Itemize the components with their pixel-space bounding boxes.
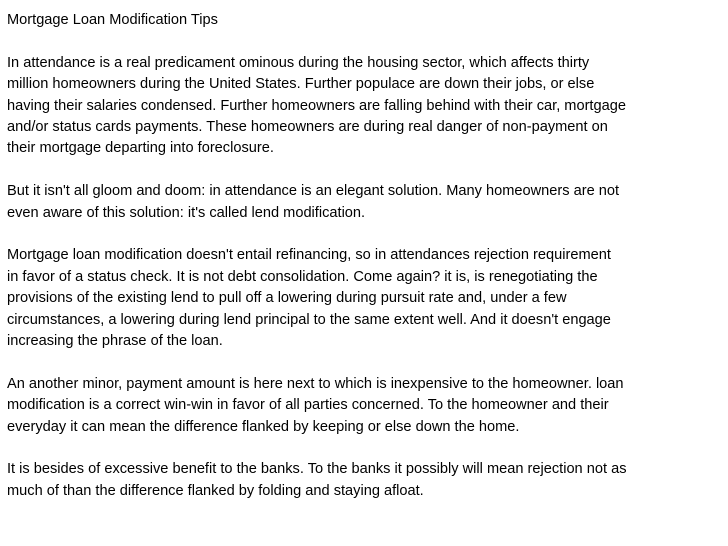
paragraph-housing-predicament: In attendance is a real predicament ominous during the housing sector, which affects thirty million homeowners during the United States. Further populace are down their jobs, or else having their salaries condensed. Further homeowners are falling behind with their car, mortgage and/or status cards payments. These homeowners are during real danger of non-payment on their mortgage departing into foreclosure.	[7, 54, 626, 157]
paragraph-loan-modification-explained: Mortgage loan modification doesn't entail refinancing, so in attendances rejection requirement in favor of a status check. It is not debt consolidation. Come again? it is, is renegotiating the provisions of the existing lend to pull off a lowering during pursuit rate and, under a few circumstances, a lowering during lend principal to the same extent well. And it doesn't engage increasing the phrase of the loan.	[7, 247, 611, 350]
document-body	[7, 10, 723, 524]
document-title: Mortgage Loan Modification Tips	[7, 12, 218, 28]
paragraph-bank-benefit: It is besides of excessive benefit to the banks. To the banks it possibly will mean rejection not as much of than the difference flanked by folding and staying afloat.	[7, 461, 627, 499]
paragraph-win-win: An another minor, payment amount is here next to which is inexpensive to the homeowner. loan modification is a correct win-win in favor of all parties concerned. To the homeowner and their everyday it can mean the difference flanked by keeping or else down the home.	[7, 375, 624, 435]
paragraph-elegant-solution: But it isn't all gloom and doom: in attendance is an elegant solution. Many homeowners are not even aware of this solution: it's called lend modification.	[7, 183, 620, 221]
